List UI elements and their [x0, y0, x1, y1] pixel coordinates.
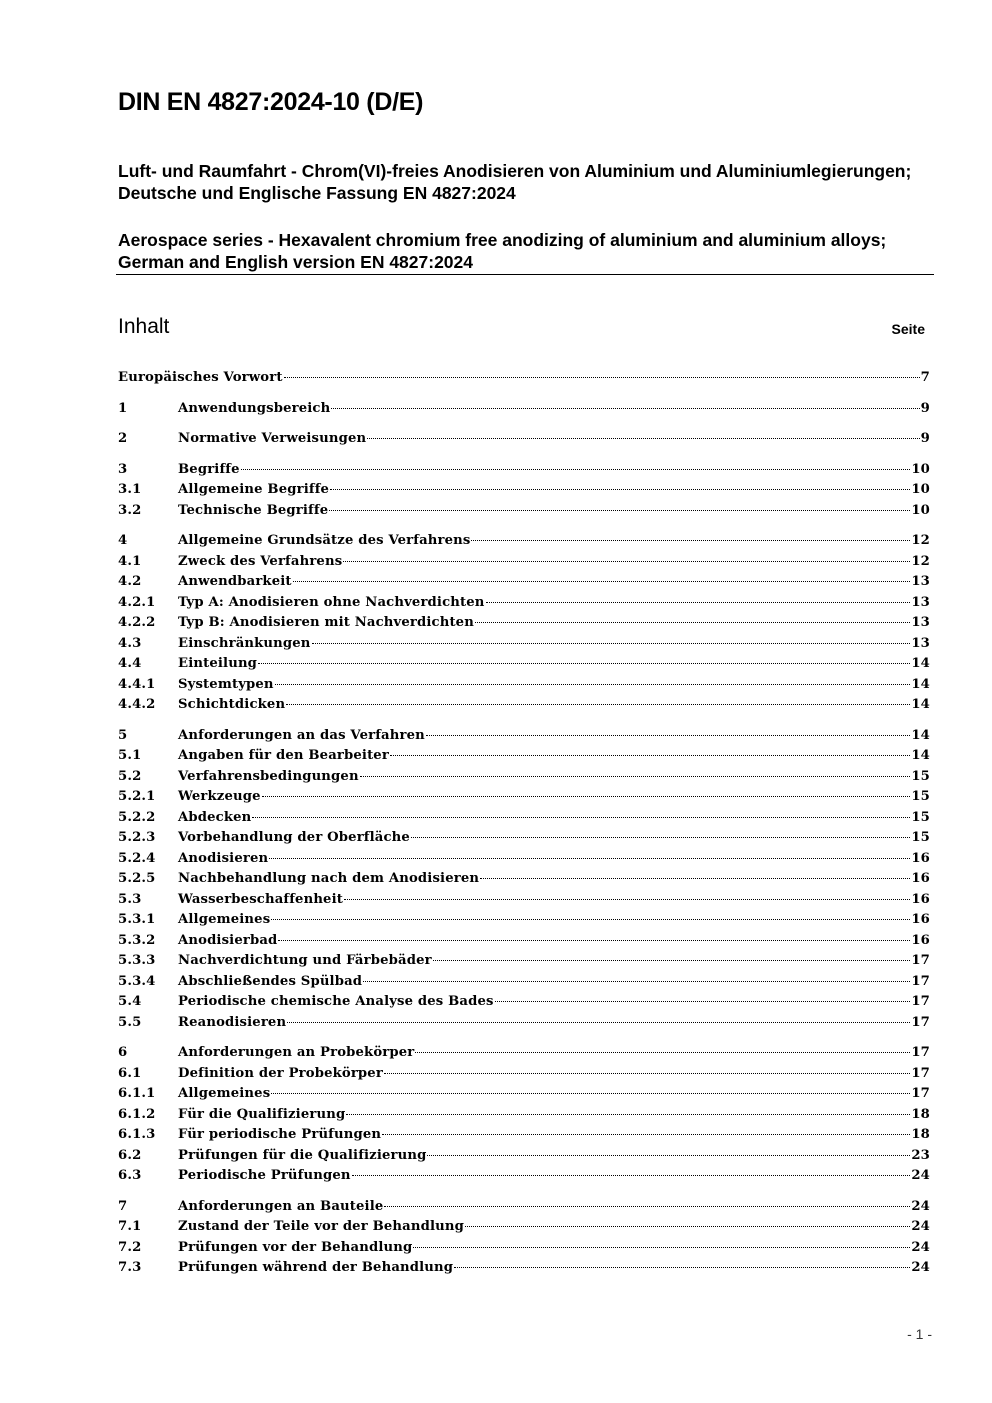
- toc-entry[interactable]: [118, 370, 930, 391]
- toc-leader-dots: [330, 489, 910, 490]
- toc-leader-dots: [269, 858, 910, 859]
- toc-entry[interactable]: [118, 615, 930, 636]
- toc-entry-number: 4.1: [118, 553, 142, 569]
- toc-entry-page: 14: [911, 748, 930, 763]
- toc-entry[interactable]: [118, 953, 930, 974]
- toc-entry-title: Reanodisieren: [178, 1014, 287, 1030]
- toc-entry[interactable]: [118, 1199, 930, 1220]
- toc-entry-number: 4.2.1: [118, 594, 156, 610]
- toc-leader-dots: [495, 1001, 911, 1002]
- toc-entry-title: Allgemeines: [178, 912, 271, 927]
- toc-entry-number: 4.2: [118, 574, 142, 589]
- toc-entry[interactable]: [118, 1127, 930, 1148]
- toc-leader-dots: [343, 561, 910, 562]
- toc-entry-title: Vorbehandlung der Oberfläche: [178, 830, 410, 845]
- toc-entry-title: Abdecken: [178, 809, 252, 825]
- toc-entry-title: Definition der Probekörper: [178, 1065, 383, 1081]
- toc-entry[interactable]: [118, 656, 930, 677]
- toc-entry-page: 16: [911, 891, 930, 907]
- toc-entry-page: 24: [911, 1239, 930, 1255]
- toc-leader-dots: [331, 408, 919, 409]
- toc-entry[interactable]: [118, 462, 930, 483]
- toc-leader-dots: [480, 878, 910, 879]
- toc-entry[interactable]: [118, 1015, 930, 1036]
- toc-entry-page: 14: [911, 697, 930, 712]
- toc-entry-title: Zustand der Teile vor der Behandlung: [178, 1219, 464, 1234]
- toc-group: [118, 431, 930, 452]
- toc-entry-title: Für periodische Prüfungen: [178, 1127, 382, 1142]
- toc-entry-title: Technische Begriffe: [178, 502, 329, 518]
- toc-entry-number: 1: [118, 400, 128, 416]
- toc-entry-number: 5.1: [118, 748, 142, 763]
- toc-entry-title: Periodische Prüfungen: [178, 1168, 351, 1183]
- toc-entry-number: 4.4.2: [118, 697, 156, 712]
- toc-entry-title: Europäisches Vorwort: [118, 370, 283, 385]
- toc-entry-title: Periodische chemische Analyse des Bades: [178, 994, 494, 1009]
- toc-entry-number: 4: [118, 533, 128, 548]
- toc-entry[interactable]: [118, 677, 930, 698]
- toc-entry-title: Nachverdichtung und Färbebäder: [178, 953, 432, 968]
- toc-group: [118, 1199, 930, 1281]
- toc-entry-title: Anforderungen an Bauteile: [178, 1198, 384, 1214]
- title-german: Luft- und Raumfahrt - Chrom(VI)-freies Anodisieren von Aluminium und Aluminiumlegierungen; Deutsche und Englische Fassung EN 4827:2024: [118, 161, 912, 203]
- toc-leader-dots: [367, 438, 919, 439]
- toc-leader-dots: [312, 643, 911, 644]
- toc-entry-page: 13: [911, 615, 930, 630]
- toc-entry-number: 4.3: [118, 635, 142, 651]
- toc-entry[interactable]: [118, 912, 930, 933]
- toc-group: [118, 370, 930, 391]
- toc-leader-dots: [293, 581, 911, 582]
- toc-entry[interactable]: [118, 482, 930, 503]
- toc-entry-page: 17: [911, 1086, 930, 1101]
- toc-entry-page: 14: [911, 727, 930, 743]
- toc-entry-page: 9: [920, 400, 930, 416]
- toc-entry-title: Allgemeines: [178, 1086, 271, 1101]
- toc-entry-title: Einteilung: [178, 656, 258, 671]
- toc-entry-number: 5.3.1: [118, 912, 156, 927]
- toc-entry-number: 5.2.5: [118, 871, 156, 886]
- toc-entry[interactable]: [118, 1168, 930, 1189]
- toc-entry-title: Wasserbeschaffenheit: [178, 891, 343, 907]
- toc-leader-dots: [413, 1247, 910, 1248]
- toc-entry-title: Verfahrensbedingungen: [178, 768, 359, 784]
- toc-leader-dots: [284, 377, 920, 378]
- toc-entry-page: 24: [911, 1198, 930, 1214]
- toc-entry-page: 16: [911, 932, 930, 948]
- toc-entry-page: 13: [911, 574, 930, 589]
- toc-entry[interactable]: [118, 574, 930, 595]
- toc-entry[interactable]: [118, 851, 930, 872]
- toc-entry-number: 5.2.3: [118, 830, 156, 845]
- toc-entry-number: 5.3.3: [118, 953, 156, 968]
- toc-entry-title: Nachbehandlung nach dem Anodisieren: [178, 871, 480, 886]
- toc-entry-title: Allgemeine Grundsätze des Verfahrens: [178, 533, 471, 548]
- toc-entry-page: 17: [911, 1065, 930, 1081]
- page-column-label: Seite: [891, 321, 925, 337]
- toc-entry-title: Abschließendes Spülbad: [178, 973, 363, 989]
- toc-entry-title: Zweck des Verfahrens: [178, 553, 343, 569]
- toc-entry-number: 5.3: [118, 891, 142, 907]
- toc-entry-page: 15: [911, 809, 930, 825]
- toc-entry-title: Anwendungsbereich: [178, 400, 331, 416]
- toc-leader-dots: [426, 735, 910, 736]
- toc-entry-page: 14: [911, 656, 930, 671]
- toc-entry-page: 24: [911, 1260, 930, 1275]
- toc-group: [118, 728, 930, 1036]
- toc-entry-title: Typ B: Anodisieren mit Nachverdichten: [178, 615, 474, 630]
- toc-entry-page: 24: [911, 1219, 930, 1234]
- toc-entry[interactable]: [118, 871, 930, 892]
- toc-leader-dots: [384, 1206, 910, 1207]
- toc-leader-dots: [486, 602, 911, 603]
- toc-entry-number: 6.1: [118, 1065, 142, 1081]
- toc-entry[interactable]: [118, 554, 930, 575]
- toc-entry-page: 17: [911, 1014, 930, 1030]
- toc-entry-page: 12: [911, 553, 930, 569]
- toc-leader-dots: [471, 540, 910, 541]
- toc-entry-number: 6.1.3: [118, 1127, 156, 1142]
- toc-entry-number: 6.1.2: [118, 1106, 156, 1122]
- toc-entry-number: 5.3.4: [118, 973, 156, 989]
- toc-entry-page: 10: [911, 502, 930, 518]
- toc-leader-dots: [241, 469, 911, 470]
- toc-entry-title: Angaben für den Bearbeiter: [178, 748, 389, 763]
- toc-entry[interactable]: [118, 728, 930, 749]
- toc-entry-page: 15: [911, 768, 930, 784]
- toc-leader-dots: [384, 1073, 910, 1074]
- toc-entry[interactable]: [118, 503, 930, 524]
- toc-leader-dots: [329, 510, 910, 511]
- toc-entry-page: 24: [911, 1168, 930, 1183]
- toc-leader-dots: [286, 704, 910, 705]
- toc-entry[interactable]: [118, 830, 930, 851]
- toc-entry-title: Anodisieren: [178, 850, 269, 866]
- toc-leader-dots: [415, 1052, 910, 1053]
- document-id: DIN EN 4827:2024-10 (D/E): [118, 88, 424, 116]
- toc-entry-title: Typ A: Anodisieren ohne Nachverdichten: [178, 594, 485, 610]
- toc-entry-number: 5.4: [118, 994, 142, 1009]
- toc-entry-number: 5: [118, 727, 128, 743]
- toc-leader-dots: [427, 1155, 910, 1156]
- toc-entry-page: 17: [911, 973, 930, 989]
- toc-entry[interactable]: [118, 892, 930, 913]
- toc-entry-page: 23: [911, 1147, 930, 1163]
- toc-entry[interactable]: [118, 636, 930, 657]
- page-number: - 1 -: [907, 1326, 932, 1342]
- toc-entry-number: 6.2: [118, 1147, 142, 1163]
- toc-leader-dots: [360, 776, 911, 777]
- toc-entry-title: Systemtypen: [178, 676, 274, 692]
- toc-entry-title: Anwendbarkeit: [178, 574, 292, 589]
- toc-group: [118, 533, 930, 718]
- toc-leader-dots: [363, 981, 910, 982]
- toc-entry-number: 4.2.2: [118, 615, 156, 630]
- toc-entry-number: 6.1.1: [118, 1086, 156, 1101]
- toc-leader-dots: [382, 1134, 910, 1135]
- title-english: Aerospace series - Hexavalent chromium free anodizing of aluminium and aluminium alloys; German and English version EN 4827:2024: [118, 230, 887, 272]
- toc-entry-title: Prüfungen vor der Behandlung: [178, 1239, 413, 1255]
- toc-entry-page: 18: [911, 1106, 930, 1122]
- toc-entry-number: 5.2.4: [118, 850, 156, 866]
- toc-entry-page: 13: [911, 594, 930, 610]
- toc-leader-dots: [352, 1175, 911, 1176]
- toc-group: [118, 1045, 930, 1189]
- toc-entry-number: 7: [118, 1198, 128, 1214]
- toc-entry-number: 6: [118, 1045, 128, 1060]
- toc-entry-title: Allgemeine Begriffe: [178, 482, 330, 497]
- toc-entry-page: 12: [911, 533, 930, 548]
- title-divider: [116, 274, 934, 275]
- toc-entry-page: 18: [911, 1127, 930, 1142]
- toc-leader-dots: [344, 899, 910, 900]
- toc-leader-dots: [271, 919, 910, 920]
- toc-entry-page: 16: [911, 871, 930, 886]
- toc-entry[interactable]: [118, 1045, 930, 1066]
- toc-entry-number: 5.5: [118, 1014, 142, 1030]
- toc-entry[interactable]: [118, 595, 930, 616]
- toc-entry[interactable]: [118, 1240, 930, 1261]
- toc-entry[interactable]: [118, 1107, 930, 1128]
- toc-entry-title: Für die Qualifizierung: [178, 1106, 346, 1122]
- toc-entry-page: 15: [911, 789, 930, 804]
- toc-leader-dots: [262, 796, 911, 797]
- toc-entry[interactable]: [118, 1260, 930, 1281]
- toc-entry[interactable]: [118, 974, 930, 995]
- toc-entry-number: 3.1: [118, 482, 142, 497]
- toc-entry-page: 14: [911, 676, 930, 692]
- toc-entry-title: Anodisierbad: [178, 932, 278, 948]
- toc-entry-page: 13: [911, 635, 930, 651]
- toc-entry-title: Anforderungen an Probekörper: [178, 1045, 415, 1060]
- toc-entry[interactable]: [118, 789, 930, 810]
- toc-leader-dots: [252, 817, 910, 818]
- table-of-contents: [118, 370, 930, 1291]
- toc-entry-number: 6.3: [118, 1168, 142, 1183]
- toc-entry[interactable]: [118, 1086, 930, 1107]
- toc-leader-dots: [465, 1226, 910, 1227]
- toc-group: [118, 462, 930, 524]
- toc-entry-number: 7.3: [118, 1260, 142, 1275]
- toc-entry-title: Anforderungen an das Verfahren: [178, 727, 425, 743]
- toc-entry[interactable]: [118, 748, 930, 769]
- toc-entry-page: 17: [911, 994, 930, 1009]
- toc-entry-title: Prüfungen für die Qualifizierung: [178, 1147, 427, 1163]
- toc-entry-title: Werkzeuge: [178, 789, 261, 804]
- toc-leader-dots: [287, 1022, 910, 1023]
- toc-entry-page: 16: [911, 912, 930, 927]
- toc-entry-title: Schichtdicken: [178, 697, 286, 712]
- toc-entry-page: 9: [920, 431, 930, 446]
- toc-entry-number: 2: [118, 431, 128, 446]
- toc-heading: Inhalt: [118, 315, 170, 338]
- toc-entry-number: 5.2: [118, 768, 142, 784]
- toc-entry-number: 5.2.1: [118, 789, 156, 804]
- toc-entry-page: 15: [911, 830, 930, 845]
- toc-entry-number: 5.2.2: [118, 809, 156, 825]
- toc-entry-page: 10: [911, 482, 930, 497]
- toc-entry-number: 7.2: [118, 1239, 142, 1255]
- toc-entry[interactable]: [118, 1066, 930, 1087]
- toc-leader-dots: [475, 622, 910, 623]
- toc-entry[interactable]: [118, 401, 930, 422]
- toc-leader-dots: [390, 755, 910, 756]
- toc-entry-title: Begriffe: [178, 461, 240, 477]
- toc-leader-dots: [454, 1267, 910, 1268]
- toc-entry[interactable]: [118, 1219, 930, 1240]
- toc-entry-title: Einschränkungen: [178, 635, 311, 651]
- toc-group: [118, 401, 930, 422]
- toc-entry-title: Normative Verweisungen: [178, 431, 367, 446]
- toc-entry[interactable]: [118, 769, 930, 790]
- toc-entry[interactable]: [118, 994, 930, 1015]
- toc-leader-dots: [271, 1093, 910, 1094]
- toc-entry-number: 4.4: [118, 656, 142, 671]
- toc-entry-page: 17: [911, 953, 930, 968]
- toc-leader-dots: [433, 960, 911, 961]
- toc-entry-page: 10: [911, 461, 930, 477]
- toc-entry-number: 7.1: [118, 1219, 142, 1234]
- toc-entry-number: 3.2: [118, 502, 142, 518]
- toc-entry-title: Prüfungen während der Behandlung: [178, 1260, 454, 1275]
- toc-leader-dots: [411, 837, 910, 838]
- toc-entry-number: 5.3.2: [118, 932, 156, 948]
- toc-leader-dots: [275, 684, 911, 685]
- toc-entry[interactable]: [118, 933, 930, 954]
- toc-entry-page: 7: [920, 370, 930, 385]
- toc-entry[interactable]: [118, 697, 930, 718]
- toc-entry-number: 4.4.1: [118, 676, 156, 692]
- toc-entry-page: 16: [911, 850, 930, 866]
- toc-entry[interactable]: [118, 533, 930, 554]
- toc-leader-dots: [278, 940, 910, 941]
- toc-entry-page: 17: [911, 1045, 930, 1060]
- toc-entry-number: 3: [118, 461, 128, 477]
- toc-leader-dots: [258, 663, 910, 664]
- toc-entry[interactable]: [118, 1148, 930, 1169]
- toc-entry[interactable]: [118, 431, 930, 452]
- toc-leader-dots: [346, 1114, 910, 1115]
- toc-entry[interactable]: [118, 810, 930, 831]
